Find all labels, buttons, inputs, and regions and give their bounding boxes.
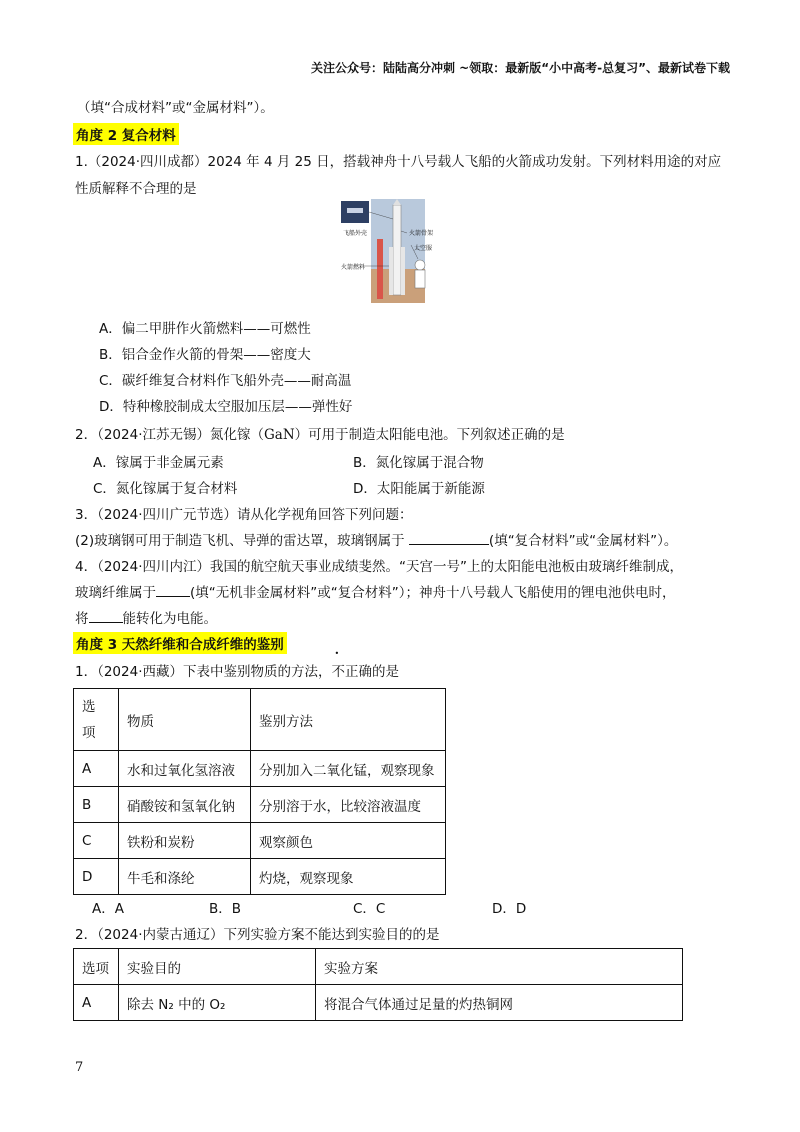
q2-formula: GaN [264, 427, 295, 443]
q5-option-a: A．A [92, 901, 124, 917]
q5-option-c: C．C [353, 901, 386, 917]
q1-option-d: D．特种橡胶制成太空服加压层——弹性好 [99, 399, 353, 415]
table-cell: A [74, 751, 119, 787]
q1-stem-line1: 1.（2024·四川成都）2024 年 4 月 25 日，搭载神舟十八号载人飞船的火箭成功发射。下列材料用途的对应 [75, 154, 722, 170]
label-spacesuit: 太空服 [414, 245, 433, 252]
table-cell: D [74, 859, 119, 895]
table-header-cell: 鉴别方法 [251, 689, 446, 751]
page-number: 7 [75, 1060, 84, 1075]
label-fuel: 火箭燃料 [341, 264, 366, 271]
label-skeleton: 火箭骨架 [409, 230, 434, 237]
q5-option-b: B．B [209, 901, 242, 917]
table-header-row [74, 949, 683, 985]
q6-stem: 2．（2024·内蒙古通辽）下列实验方案不能达到实验目的的是 [75, 927, 440, 943]
table-row [74, 859, 446, 895]
label-ship-shell: 飞船外壳 [343, 230, 368, 237]
q1-stem-line2: 性质解释不合理的是 [75, 181, 197, 197]
table-cell: 水和过氧化氢溶液 [119, 751, 251, 787]
q3-sub-before: (2)玻璃钢可用于制造飞机、导弹的雷达罩，玻璃钢属于 [75, 533, 405, 549]
table-row [74, 823, 446, 859]
q4-line3-after: 能转化为电能。 [122, 611, 217, 627]
table-header-cell: 实验目的 [119, 949, 316, 985]
table-cell: 将混合气体通过足量的灼热铜网 [316, 985, 683, 1021]
table-cell: 除去 N₂ 中的 O₂ [119, 985, 316, 1021]
q4-line2 [75, 581, 676, 601]
table-cell: 硝酸铵和氢氧化钠 [119, 787, 251, 823]
q1-option-a: A．偏二甲肼作火箭燃料——可燃性 [99, 321, 311, 337]
q2-option-a: A．镓属于非金属元素 [93, 455, 224, 471]
q2-stem [75, 423, 565, 443]
q4-line1: 4．（2024·四川内江）我国的航空航天事业成绩斐然。“天宫一号”上的太阳能电池板由玻璃纤维制成， [75, 559, 683, 575]
q1-option-c: C．碳纤维复合材料作飞船外壳——耐高温 [99, 373, 352, 389]
table-row [74, 751, 446, 787]
q2-option-c: C．氮化镓属于复合材料 [93, 481, 238, 497]
q2-stem-after: ）可用于制造太阳能电池。下列叙述正确的是 [294, 427, 565, 443]
q3-sub [75, 529, 677, 549]
table-cell: 分别溶于水，比较溶液温度 [251, 787, 446, 823]
q5-option-d: D．D [492, 901, 527, 917]
q5-emphasis: 不正确 [331, 664, 372, 680]
q4-line2-after: (填“无机非金属材料”或“复合材料”）；神舟十八号载人飞船使用的锂电池供电时， [190, 585, 676, 601]
q2-option-d: D．太阳能属于新能源 [353, 481, 485, 497]
q2-stem-before: 2．（2024·江苏无锡）氮化镓（ [75, 427, 264, 443]
table-header-cell: 选项 [74, 949, 119, 985]
table-cell: 灼烧，观察现象 [251, 859, 446, 895]
q3-sub-after: (填“复合材料”或“金属材料”）。 [488, 533, 678, 549]
q4-line3 [75, 607, 217, 627]
top-line: （填“合成材料”或“金属材料”）。 [77, 100, 274, 116]
table-cell: 铁粉和炭粉 [119, 823, 251, 859]
q6-table [73, 948, 683, 1021]
table-cell: 观察颜色 [251, 823, 446, 859]
q3-answer-blank[interactable] [409, 532, 489, 545]
q3-stem: 3．（2024·四川广元节选）请从化学视角回答下列问题： [75, 507, 413, 523]
q4-line2-before: 玻璃纤维属于 [75, 585, 156, 601]
section-title-2: 角度 2 复合材料 [73, 123, 179, 145]
table-row [74, 787, 446, 823]
q1-option-b: B．铝合金作火箭的骨架——密度大 [99, 347, 311, 363]
astronaut-figure [415, 260, 425, 270]
table-cell: 牛毛和涤纶 [119, 859, 251, 895]
section-title-3: 角度 3 天然纤维和合成纤维的鉴别 [73, 632, 287, 654]
table-header-row [74, 689, 446, 751]
q4-answer-blank-2[interactable] [89, 610, 123, 623]
q5-table [73, 688, 446, 895]
page-header: 关注公众号：陆陆高分冲刺 ~领取：最新版“小中高考-总复习”、最新试卷下载 [311, 61, 730, 75]
table-row [74, 985, 683, 1021]
q4-line3-before: 将 [75, 611, 89, 627]
table-cell: B [74, 787, 119, 823]
q4-answer-blank-1[interactable] [156, 584, 190, 597]
q2-option-b: B．氮化镓属于混合物 [353, 455, 484, 471]
q5-stem-before: 1．（2024·西藏）下表中鉴别物质的方法， [75, 664, 332, 680]
table-header-cell: 实验方案 [316, 949, 683, 985]
table-header-cell: 物质 [119, 689, 251, 751]
q5-stem [75, 660, 399, 680]
q5-stem-after: 的是 [372, 664, 399, 680]
table-header-cell: 选 项 [74, 689, 119, 751]
table-cell: A [74, 985, 119, 1021]
table-cell: C [74, 823, 119, 859]
table-cell: 分别加入二氧化锰，观察现象 [251, 751, 446, 787]
